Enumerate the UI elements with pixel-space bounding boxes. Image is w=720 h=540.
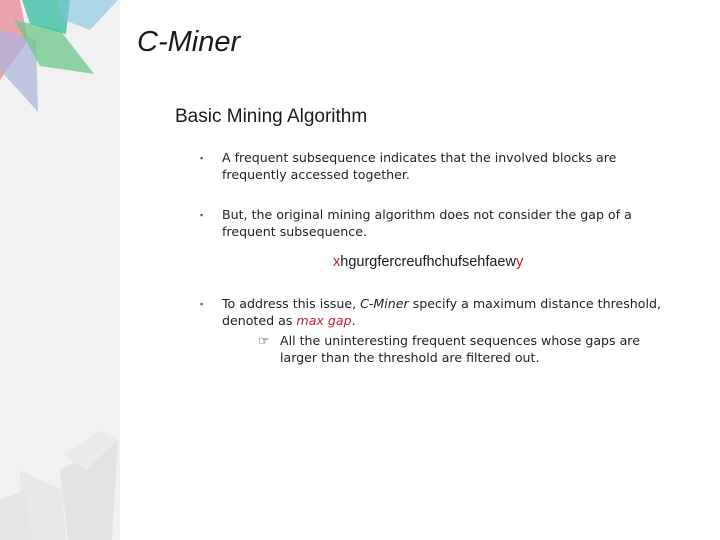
sequence-start-letter: x (333, 254, 341, 270)
sub-point (258, 332, 658, 366)
bullet-3-text (222, 295, 682, 329)
pointing-hand-icon: ☞ (258, 333, 270, 348)
decorative-petals-bottom (0, 0, 130, 540)
bullet-2-text: But, the original mining algorithm does not consider the gap of a frequent subsequence. (222, 207, 632, 239)
sub-point-text: All the uninteresting frequent sequences whose gaps are larger than the threshold are filtered out. (280, 333, 640, 365)
bullet-3-end: . (351, 313, 356, 328)
bullet-3-mid: specify a maximum distance threshold, denoted as (222, 296, 661, 328)
bullet-marker: ▪ (200, 153, 204, 163)
sequence-middle: hgurgfercreufhchufsehfaew (340, 254, 516, 270)
bullet-marker: ▪ (200, 299, 204, 309)
max-gap-term: max gap (296, 313, 352, 328)
bullet-1-text: A frequent subsequence indicates that the involved blocks are frequently accessed together. (222, 150, 617, 182)
c-miner-term: C-Miner (360, 296, 409, 311)
slide-subtitle: Basic Mining Algorithm (175, 106, 368, 127)
slide-title: C-Miner (137, 26, 241, 58)
sequence-end-letter: y (515, 254, 524, 270)
example-sequence (333, 254, 523, 270)
bullet-marker: ▪ (200, 210, 204, 220)
bullet-3-lead: To address this issue, (222, 296, 357, 311)
